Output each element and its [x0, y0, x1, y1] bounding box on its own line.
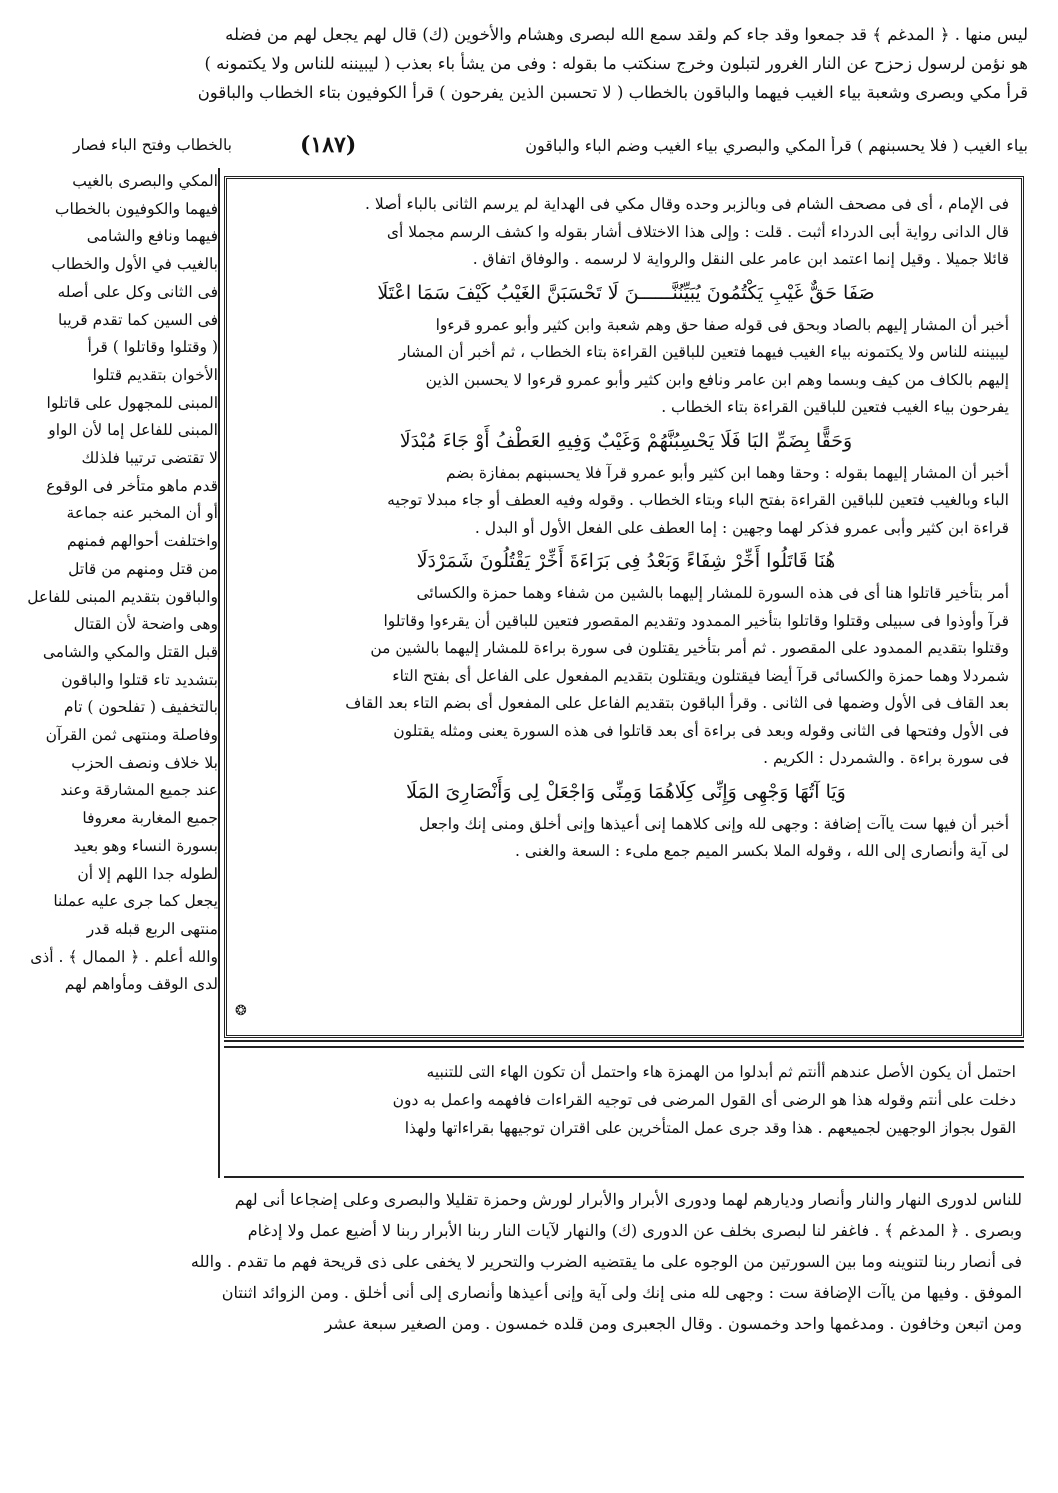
end-ornament-icon: ❂ [235, 1003, 247, 1019]
notes-text [234, 1058, 1016, 1142]
bottom-line: فى أنصار ربنا لتنوينه وما بين السورتين من الوجوه على ما يقتضيه الضرب والتحرير لا يخفى على ذى قريحة فهم ما تقدم . والله [190, 1252, 1022, 1271]
notes-frame [224, 1046, 1024, 1178]
sidebar-line: فيهما ونافع والشامى [86, 227, 218, 246]
main-line: إليهم بالكاف من كيف وبسما وهم ابن عامر ونافع وابن كثير وأبو عمرو قرءوا لا يحسبن الذين [425, 370, 1009, 389]
main-line: أخبر أن المشار إليهما بقوله : وحقا وهما ابن كثير وأبو عمرو قرآ فلا يحسبنهم بمفازة بضم [445, 463, 1009, 482]
main-line: بعد القاف فى الأول وضمها فى الثانى . وقرأ الباقون بتقديم الفاعل على المفعول أى بضم التاء بعد القاف [345, 694, 1009, 712]
sidebar-line: ( وقتلوا وقاتلوا ) قرأ [87, 338, 218, 357]
main-line: قائلا جميلا . وقيل إنما اعتمد ابن عامر على النقل والرواية لا لرسمه . والوفاق اتفاق . [472, 250, 1009, 268]
main-line: لى آية وأنصارى إلى الله ، وقوله الملا بكسر الميم جمع ملىء : السعة والغنى . [514, 842, 1009, 860]
sidebar-line: جميع المغاربة معروفا [82, 809, 218, 828]
sidebar-line: والله أعلم . ﴿ الممال ﴾ . أذى [30, 947, 218, 966]
bottom-text-block [20, 1184, 1022, 1339]
sidebar-line: وفاصلة ومنتهى ثمن القرآن [45, 726, 218, 745]
main-line: فى الأول وفتحها فى الثانى وقوله وبعد فى براءة أى بعد قاتلوا فى هذه السورة يعنى ومثله يقتلون [393, 721, 1009, 740]
main-line: أخبر أن فيها ست ياآت إضافة : وجهى لله وإنى كلاهما إنى أعيذها وإنى أخلق ومنى إنك واجعل [418, 814, 1009, 833]
sidebar-line: عند جميع المشارقة وعند [60, 781, 218, 800]
sidebar-line: بالغيب في الأول والخطاب [51, 255, 218, 274]
sidebar-line: لدى الوقف ومأواهم لهم [64, 975, 218, 994]
sidebar-line: بتشديد تاء قتلوا والباقون [61, 670, 218, 689]
note-line: دخلت على أنتم وقوله هذا هو الرضى أى القول المرضى فى توجيه القراءات فافهمه واعمل به دون [392, 1091, 1016, 1109]
top-text-block [40, 20, 1028, 107]
main-text [243, 191, 1009, 866]
sidebar-line: بالتخفيف ( تفلحون ) تام [63, 698, 218, 717]
sidebar-line: قبل القتل والمكي والشامى [42, 642, 218, 661]
poem-verse: وَيَا آتُهَا وَجْهِى وَإِنِّى كِلَاهُمَا وَمِنِّى وَاجْعَلْ لِى وَأَنْصَارِىَ المَلَا [406, 780, 846, 803]
sidebar-line: قدم ماهو متأخر فى الوقوع [46, 476, 218, 495]
sidebar-line: لطوله جدا اللهم إلا أن [77, 864, 218, 883]
poem-verse: صَفَا حَقٌّ غَيْبِ يَكْتُمُونَ يُبَيِّنُنَّــــــنَ لَا تَحْسَبَنَّ الغَيْبُ كَيْفَ سَمَا اعْتَلَا [377, 281, 875, 304]
top-line: هو نؤمن لرسول زحزح عن النار الغرور لتبلون وخرج سنكتب ما بقوله : وفى من يشأ باء بعذب ( ليبيننه للناس ولا يكتمونه ) [204, 54, 1028, 73]
main-line: قال الدانى رواية أبى الدرداء أثبت . قلت : وإلى هذا الاختلاف أشار بقوله وا كشف الرسم مجملا أى [386, 222, 1009, 241]
sidebar-line: بلا خلاف ونصف الحزب [71, 753, 218, 772]
main-line: أمر بتأخير قاتلوا هنا أى فى هذه السورة للمشار إليهما بالشين من شفاء وهما حمزة والكسائى [416, 584, 1009, 602]
poem-verse: وَحَقًّا بِضَمِّ البَا فَلَا يَحْسِبُنَّهُمْ وَغَيْبٌ وَفِيهِ العَطْفُ أَوْ جَاءَ مُبْدَلَا [399, 429, 853, 452]
bottom-line: للناس لدورى النهار والنار وأنصار وديارهم لهما ودورى الأبرار والأبرار لورش وحمزة تقليلا والبصرى وعلى إضجاعا أنى لهم [234, 1190, 1022, 1209]
main-line: فى سورة براءة . والشمردل : الكريم . [763, 749, 1009, 767]
top-line: قرأ مكي وبصرى وشعبة بياء الغيب فيهما والباقون بالخطاب ( لا تحسبن الذين يفرحون ) قرأ الكوفيون بتاء الخطاب والباقون [197, 83, 1028, 102]
sidebar-line: فى السين كما تقدم قريبا [58, 310, 218, 329]
sidebar-line: فيهما والكوفيون بالخطاب [54, 199, 218, 218]
column-divider [218, 168, 220, 1178]
main-line: شمردلا وهما حمزة والكسائى قرآ أيضا فيقتلون ويقتلون بتقديم المفعول على الفاعل أى بفتح التاء [392, 666, 1009, 685]
note-line: احتمل أن يكون الأصل عندهم أأنتم ثم أبدلوا من الهمزة هاء واحتمل أن تكون الهاء التى للتنبيه [426, 1063, 1016, 1081]
note-line: القول بجواز الوجهين لجميعهم . هذا وقد جرى عمل المتأخرين على اقتران توجيهها بقراءاتها ولهذا [404, 1119, 1016, 1137]
sidebar-line: المبنى للفاعل إما لأن الواو [48, 421, 218, 440]
main-line: ليبيننه للناس ولا يكتمونه بياء الغيب فيهما فتعين للباقين القراءة بتاء الخطاب ، ثم أخبر أن المشار [398, 343, 1009, 361]
sidebar-line: لا تقتضى ترتيبا فلذلك [81, 449, 218, 468]
main-line: يفرحون بياء الغيب فتعين للباقين القراءة بتاء الخطاب . [661, 398, 1009, 416]
main-line: وقتلوا بتقديم الممدود على المقصور . ثم أمر بتأخير يقتلون فى سورة براءة للمشار إليهما بالشين من [370, 639, 1009, 657]
sidebar-line: منتهى الربع قبله قدر [86, 919, 218, 938]
header-line: بياء الغيب ( فلا يحسبنهم ) قرأ المكي والبصري بياء الغيب وضم الباء والباقون [525, 136, 1028, 155]
bottom-line: الموفق . وفيها من ياآت الإضافة ست : وجهى لله منى إنك ولى آية وإنى أعيذها وأنصارى إلى أنى أخلق . ومن الزوائد اثنتان [221, 1283, 1022, 1302]
section-divider [224, 1040, 1024, 1042]
sidebar-line: يجعل كما جرى عليه عملنا [53, 892, 218, 911]
sidebar-line: والباقون بتقديم المبنى للفاعل [27, 587, 218, 606]
top-line: ليس منها . ﴿ المدغم ﴾ قد جمعوا وقد جاء كم ولقد سمع الله لبصرى وهشام والأخوين (ك) قال لهم يجعل لهم من فضله [225, 25, 1028, 44]
main-line: قراءة ابن كثير وأبى عمرو فذكر لهما وجهين : إما العطف على الفعل الأول أو البدل . [474, 518, 1009, 537]
sidebar-line: وهى واضحة لأن القتال [73, 615, 218, 634]
sidebar-line: المبنى للمجهول على قاتلوا [46, 393, 218, 412]
sidebar-line: أو أن المخبر عنه جماعة [66, 504, 218, 523]
main-line: فى الإمام ، أى فى مصحف الشام فى وبالزبر وحده وقال مكي فى الهداية لم يرسم الثانى بالباء أصلا . [365, 195, 1009, 213]
margin-commentary [8, 168, 218, 999]
poem-verse: هُنَا قَاتَلُوا أَخِّرْ شِفَاءً وَبَعْدُ فِى بَرَاءَةَ أَخِّرْ يَقْتُلُونَ شَمَرْدَلَا [416, 550, 836, 572]
sidebar-line: واختلفت أحوالهم فمنهم [67, 532, 218, 551]
page-number: (١٨٧) [300, 132, 357, 158]
sidebar-caption: بالخطاب وفتح الباء فصار [73, 136, 232, 154]
sidebar-line: الأخوان بتقديم قتلوا [92, 365, 218, 384]
main-text-frame [224, 176, 1024, 1038]
header-row [40, 132, 1028, 166]
bottom-line: ومن اتبعن وخافون . ومدغمها واحد وخمسون . وقال الجعبرى ومن قلده خمسون . ومن الصغير سبعة عشر [324, 1314, 1022, 1333]
sidebar-line: من قتل ومنهم من قاتل [68, 559, 218, 578]
main-line: الباء وبالغيب فتعين للباقين القراءة بفتح الباء وبتاء الخطاب . وقوله وفيه العطف أو جاء مبدلا توجيه [387, 491, 1009, 509]
main-line: قرآ وأوذوا فى سبيلى وقتلوا وقاتلوا بتأخير الممدود وتقديم المقصور فتعين للباقين أن يقرءوا وقاتلوا [383, 611, 1009, 630]
sidebar-line: المكي والبصرى بالغيب [72, 172, 218, 190]
bottom-line: وبصرى . ﴿ المدغم ﴾ . فاغفر لنا لبصرى بخلف عن الدورى (ك) والنهار لآيات النار ربنا الأبرار ربنا لا أضيع عمل ولا إدغام [247, 1221, 1022, 1240]
main-line: أخبر أن المشار إليهم بالصاد وبحق فى قوله صفا حق وهم شعبة وابن كثير وأبو عمرو قرءوا [435, 315, 1009, 334]
sidebar-line: فى الثانى وكل على أصله [57, 282, 218, 301]
sidebar-line: بسورة النساء وهو بعيد [73, 836, 218, 855]
